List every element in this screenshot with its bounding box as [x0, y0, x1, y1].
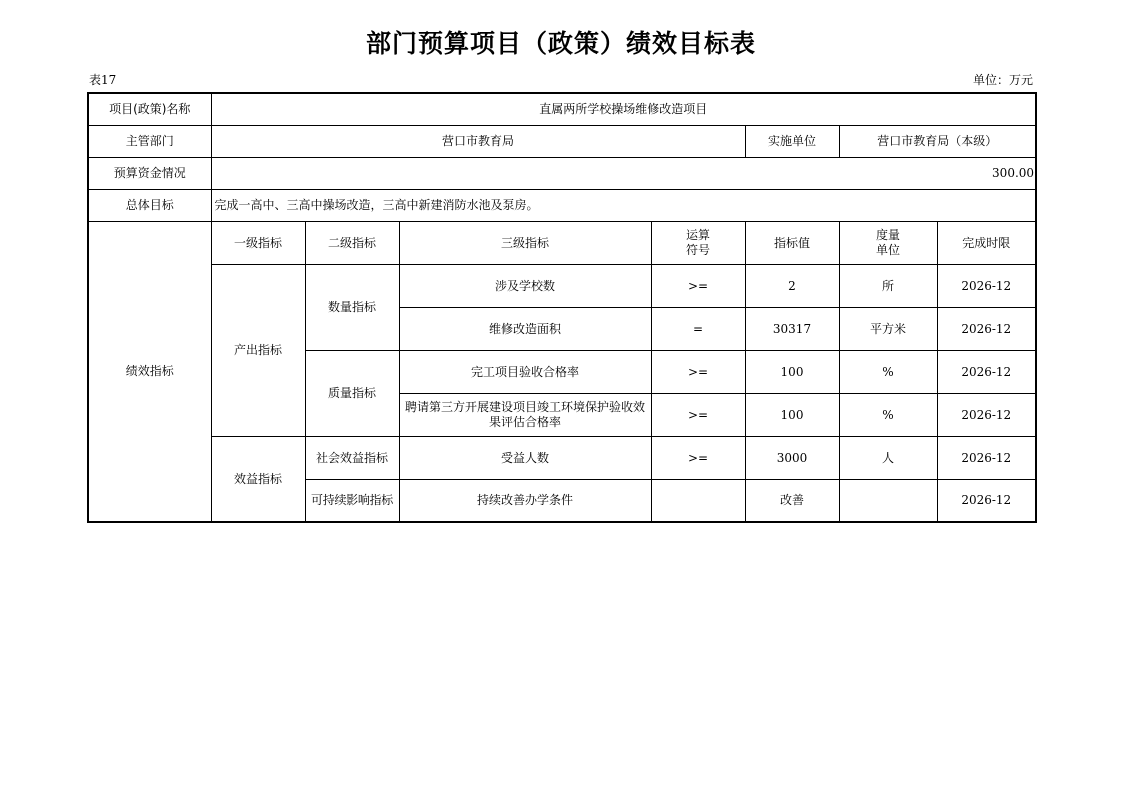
quality-indicator-label: 质量指标	[305, 351, 399, 437]
department-label: 主管部门	[88, 126, 211, 158]
operator-cell	[651, 480, 745, 523]
header-unit: 度量 单位	[839, 222, 937, 265]
project-name-label: 项目(政策)名称	[88, 93, 211, 126]
value-cell: 2	[745, 265, 839, 308]
operator-cell: =	[651, 308, 745, 351]
unit-cell	[839, 480, 937, 523]
unit-cell: 平方米	[839, 308, 937, 351]
level3-cell: 维修改造面积	[399, 308, 651, 351]
level3-cell: 受益人数	[399, 437, 651, 480]
unit-cell: 人	[839, 437, 937, 480]
quantity-indicator-label: 数量指标	[305, 265, 399, 351]
level3-cell: 完工项目验收合格率	[399, 351, 651, 394]
unit-cell: %	[839, 351, 937, 394]
unit-cell: 所	[839, 265, 937, 308]
performance-target-table	[87, 92, 1037, 523]
operator-cell: >=	[651, 437, 745, 480]
budget-label: 预算资金情况	[88, 158, 211, 190]
unit-label: 单位：万元	[972, 73, 1033, 87]
deadline-cell: 2026-12	[937, 480, 1036, 523]
table-row	[88, 437, 1036, 480]
level3-cell: 涉及学校数	[399, 265, 651, 308]
benefit-indicator-label: 效益指标	[211, 437, 305, 523]
operator-cell: >=	[651, 394, 745, 437]
deadline-cell: 2026-12	[937, 351, 1036, 394]
header-level2: 二级指标	[305, 222, 399, 265]
value-cell: 30317	[745, 308, 839, 351]
performance-indicators-label: 绩效指标	[88, 222, 211, 523]
table-row	[88, 265, 1036, 308]
social-benefit-label: 社会效益指标	[305, 437, 399, 480]
operator-cell: >=	[651, 265, 745, 308]
goal-row	[88, 190, 1036, 222]
deadline-cell: 2026-12	[937, 265, 1036, 308]
page-title: 部门预算项目（政策）绩效目标表	[365, 29, 756, 58]
value-cell: 100	[745, 351, 839, 394]
output-indicator-label: 产出指标	[211, 265, 305, 437]
department-value: 营口市教育局	[211, 126, 745, 158]
level3-cell: 持续改善办学条件	[399, 480, 651, 523]
value-cell: 3000	[745, 437, 839, 480]
department-row	[88, 126, 1036, 158]
overall-goal-label: 总体目标	[88, 190, 211, 222]
table-number: 表17	[89, 73, 117, 87]
header-level3: 三级指标	[399, 222, 651, 265]
indicator-header-row	[88, 222, 1036, 265]
implementing-unit-label: 实施单位	[745, 126, 839, 158]
operator-cell: >=	[651, 351, 745, 394]
unit-cell: %	[839, 394, 937, 437]
sustainable-impact-label: 可持续影响指标	[305, 480, 399, 523]
deadline-cell: 2026-12	[937, 308, 1036, 351]
value-cell: 改善	[745, 480, 839, 523]
deadline-cell: 2026-12	[937, 394, 1036, 437]
project-name-value: 直属两所学校操场维修改造项目	[211, 93, 1036, 126]
header-level1: 一级指标	[211, 222, 305, 265]
header-operator: 运算 符号	[651, 222, 745, 265]
implementing-unit-value: 营口市教育局（本级）	[839, 126, 1036, 158]
project-row	[88, 93, 1036, 126]
level3-cell: 聘请第三方开展建设项目竣工环境保护验收效果评估合格率	[399, 394, 651, 437]
value-cell: 100	[745, 394, 839, 437]
budget-value: 300.00	[211, 158, 1036, 190]
header-value: 指标值	[745, 222, 839, 265]
deadline-cell: 2026-12	[937, 437, 1036, 480]
budget-row	[88, 158, 1036, 190]
overall-goal-value: 完成一高中、三高中操场改造，三高中新建消防水池及泵房。	[211, 190, 1036, 222]
header-deadline: 完成时限	[937, 222, 1036, 265]
